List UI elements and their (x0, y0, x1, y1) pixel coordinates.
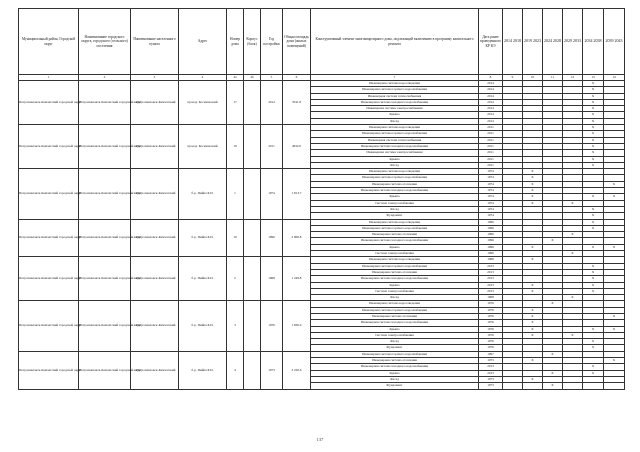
house-number-cell: 10 (227, 219, 244, 257)
address-cell: б-р. Пийпа Б.И. (179, 169, 227, 219)
prior-repair-date-cell: 2014 (479, 118, 503, 124)
period-mark-cell: X (583, 137, 604, 143)
build-year-cell: 1974 (261, 169, 283, 219)
district-cell: Петропавловск-Камчатский городской округ (19, 351, 79, 389)
element-cell: Фундамент (311, 383, 479, 389)
area-cell: 4932.0 (283, 125, 311, 169)
element-cell: Инженерная система холодного водоснабжения (311, 143, 479, 149)
area-cell: 1 830.0 (283, 301, 311, 351)
prior-repair-date-cell: 1996 (479, 232, 503, 238)
element-cell: Инженерная система горячего водоснабжения (311, 307, 479, 313)
element-cell: Фасад (311, 295, 479, 301)
element-cell: Крыша (311, 282, 479, 288)
build-year-cell: 1973 (261, 351, 283, 389)
element-cell: Инженерная система горячего водоснабжения (311, 351, 479, 357)
period-mark-cell: X (523, 282, 543, 288)
prior-repair-date-cell: 1974 (479, 206, 503, 212)
period-mark-cell: X (563, 332, 583, 338)
block-cell (244, 125, 261, 169)
prior-repair-date-cell: 2013 (479, 263, 503, 269)
element-cell: Фасад (311, 339, 479, 345)
element-cell: Инженерная система отопления (311, 313, 479, 319)
period-mark-cell: X (523, 244, 543, 250)
prior-repair-date-cell: 1968 (479, 257, 503, 263)
header-cell: Номер дома (227, 9, 244, 75)
block-cell (244, 301, 261, 351)
period-mark-cell: X (563, 295, 583, 301)
period-mark-cell: X (583, 345, 604, 351)
column-number: 2 (79, 75, 131, 81)
column-number: 4б (244, 75, 261, 81)
prior-repair-date-cell: 1997 (479, 351, 503, 357)
column-number: 14 (604, 75, 625, 81)
period-mark-cell: X (604, 313, 625, 319)
period-mark-cell: X (523, 313, 543, 319)
period-mark-cell: X (583, 326, 604, 332)
period-mark-cell: X (583, 194, 604, 200)
municipality-cell: Петропавловск-Камчатский городской округ (79, 169, 131, 219)
header-cell: Корпус (блок) (244, 9, 261, 75)
build-year-cell: 2011 (261, 125, 283, 169)
block-cell (244, 81, 261, 125)
prior-repair-date-cell: 2013 (479, 276, 503, 282)
element-cell: Фасад (311, 162, 479, 168)
header-cell: 2019 2023 (523, 9, 543, 75)
element-cell: Крыша (311, 244, 479, 250)
register-sheet (18, 8, 624, 432)
period-mark-cell: X (604, 194, 625, 200)
period-mark-cell: X (583, 125, 604, 131)
element-cell: Система электроснабжения (311, 288, 479, 294)
period-mark-cell: X (583, 150, 604, 156)
prior-repair-date-cell: 2011 (479, 162, 503, 168)
prior-repair-date-cell: 2013 (479, 288, 503, 294)
block-cell (244, 219, 261, 257)
block-cell (244, 257, 261, 301)
element-cell: Крыша (311, 194, 479, 200)
element-cell: Фундамент (311, 345, 479, 351)
prior-repair-date-cell: 2013 (479, 269, 503, 275)
locality-cell: г. Петропавловск-Камчатский (131, 125, 179, 169)
element-cell: Инженерная система горячего водоснабжения (311, 225, 479, 231)
prior-repair-date-cell: 2011 (479, 150, 503, 156)
prior-repair-date-cell: 1976 (479, 301, 503, 307)
address-cell: проезд. Космический (179, 125, 227, 169)
build-year-cell: 1996 (261, 219, 283, 257)
prior-repair-date-cell: 1996 (479, 251, 503, 257)
prior-repair-date-cell: 1976 (479, 332, 503, 338)
element-cell: Крыша (311, 112, 479, 118)
municipality-cell: Петропавловск-Камчатский городской округ (79, 219, 131, 257)
prior-repair-date-cell: 1996 (479, 244, 503, 250)
header-cell: Адрес (179, 9, 227, 75)
header-cell: Дата ранее проведенного КР КЭ (479, 9, 503, 75)
area-cell: 1 249.8 (283, 257, 311, 301)
period-mark-cell (604, 383, 625, 389)
prior-repair-date-cell: 2011 (479, 156, 503, 162)
element-cell: Фундамент (311, 213, 479, 219)
period-mark-cell: X (583, 206, 604, 212)
area-cell: 3 226.6 (283, 351, 311, 389)
element-cell: Фасад (311, 206, 479, 212)
column-number: 8 (479, 75, 503, 81)
prior-repair-date-cell: 1974 (479, 213, 503, 219)
table-body (19, 81, 625, 390)
header-cell: Общая площадь дома (жилых помещений) (283, 9, 311, 75)
period-mark-cell: X (583, 282, 604, 288)
prior-repair-date-cell: 1996 (479, 219, 503, 225)
period-mark-cell: X (604, 358, 625, 364)
element-cell: Инженерная система отопления (311, 181, 479, 187)
block-cell (244, 351, 261, 389)
district-cell: Петропавловск-Камчатский городской округ (19, 169, 79, 219)
locality-cell: г. Петропавловск-Камчатский (131, 301, 179, 351)
prior-repair-date-cell: 1973 (479, 376, 503, 382)
element-cell: Инженерная система водоотведения (311, 169, 479, 175)
municipality-cell: Петропавловск-Камчатский городской округ (79, 125, 131, 169)
period-mark-cell: X (583, 106, 604, 112)
element-cell: Инженерная система холодного водоснабжения (311, 364, 479, 370)
header-cell: Год постройки (261, 9, 283, 75)
block-cell (244, 169, 261, 219)
element-cell: Система электроснабжения (311, 200, 479, 206)
column-number: 6 (283, 75, 311, 81)
header-cell: Наименование городского округа, городского (сельского) поселения (79, 9, 131, 75)
build-year-cell: 1968 (261, 257, 283, 301)
district-cell: Петропавловск-Камчатский городской округ (19, 125, 79, 169)
period-mark-cell: X (543, 301, 563, 307)
element-cell: Инженерная система водоотведения (311, 257, 479, 263)
period-mark-cell: X (583, 276, 604, 282)
area-cell: 1 813.7 (283, 169, 311, 219)
house-number-cell: 3 (227, 301, 244, 351)
element-cell: Инженерная система отопления (311, 232, 479, 238)
locality-cell: г. Петропавловск-Камчатский (131, 169, 179, 219)
period-mark-cell: X (543, 383, 563, 389)
period-mark-cell: X (583, 156, 604, 162)
element-cell: Инженерная система электроснабжения (311, 150, 479, 156)
period-mark-cell: X (583, 143, 604, 149)
period-mark-cell: X (583, 219, 604, 225)
prior-repair-date-cell: 1976 (479, 345, 503, 351)
period-mark-cell: X (583, 99, 604, 105)
element-cell: Крыша (311, 156, 479, 162)
district-cell: Петропавловск-Камчатский городской округ (19, 301, 79, 351)
locality-cell: г. Петропавловск-Камчатский (131, 257, 179, 301)
address-cell: б-р. Пийпа Б.И. (179, 301, 227, 351)
area-cell: 3541.8 (283, 81, 311, 125)
element-cell: Инженерная система отопления (311, 269, 479, 275)
element-cell: Инженерная система холодного водоснабжения (311, 276, 479, 282)
element-cell: Инженерная система горячего водоснабжения (311, 263, 479, 269)
period-mark-cell (523, 383, 543, 389)
column-number: 4 (179, 75, 227, 81)
period-mark-cell: X (543, 238, 563, 244)
header-cell: 2014 2018 (503, 9, 523, 75)
element-cell: Инженерная система горячего водоснабжения (311, 175, 479, 181)
column-number: 10 (523, 75, 543, 81)
prior-repair-date-cell: 2011 (479, 125, 503, 131)
column-number: 1 (19, 75, 79, 81)
prior-repair-date-cell: 2014 (479, 99, 503, 105)
period-mark-cell: X (604, 181, 625, 187)
area-cell: 2 806.8 (283, 219, 311, 257)
district-cell: Петропавловск-Камчатский городской округ (19, 257, 79, 301)
prior-repair-date-cell: 2013 (479, 364, 503, 370)
column-number: 4а (227, 75, 244, 81)
period-mark-cell: X (523, 169, 543, 175)
prior-repair-date-cell: 1974 (479, 194, 503, 200)
period-mark-cell: X (583, 213, 604, 219)
period-mark-cell (583, 383, 604, 389)
header-cell: 2039 2043 (604, 9, 625, 75)
house-number-cell: 1 (227, 169, 244, 219)
prior-repair-date-cell: 1976 (479, 307, 503, 313)
element-cell: Инженерная система теплоснабжения (311, 137, 479, 143)
element-cell: Инженерная система отопления (311, 358, 479, 364)
build-year-cell: 1976 (261, 301, 283, 351)
period-mark-cell: X (563, 200, 583, 206)
house-number-cell: 17 (227, 81, 244, 125)
prior-repair-date-cell: 1968 (479, 295, 503, 301)
period-mark-cell: X (583, 81, 604, 87)
element-cell: Фасад (311, 376, 479, 382)
period-mark-cell: X (604, 244, 625, 250)
page-number: 137 (316, 437, 324, 442)
element-cell: Фасад (311, 118, 479, 124)
period-mark-cell: X (563, 251, 583, 257)
element-cell: Инженерная система электроснабжения (311, 106, 479, 112)
prior-repair-date-cell: 2011 (479, 131, 503, 137)
period-mark-cell: X (583, 162, 604, 168)
prior-repair-date-cell: 1996 (479, 225, 503, 231)
prior-repair-date-cell: 1974 (479, 181, 503, 187)
period-mark-cell: X (583, 339, 604, 345)
municipality-cell: Петропавловск-Камчатский городской округ (79, 351, 131, 389)
period-mark-cell: X (523, 320, 543, 326)
period-mark-cell: X (543, 351, 563, 357)
element-cell: Инженерная система теплоснабжения (311, 93, 479, 99)
element-cell: Инженерная система холодного водоснабжения (311, 320, 479, 326)
prior-repair-date-cell: 1976 (479, 326, 503, 332)
header-cell: 2034 2038 (583, 9, 604, 75)
period-mark-cell: X (583, 288, 604, 294)
element-cell: Инженерная система холодного водоснабжения (311, 238, 479, 244)
element-cell: Крыша (311, 370, 479, 376)
period-mark-cell: X (583, 118, 604, 124)
build-year-cell: 2014 (261, 81, 283, 125)
address-cell: проезд. Космический (179, 81, 227, 125)
period-mark-cell: X (583, 364, 604, 370)
header-cell: Наименование населенного пункта (131, 9, 179, 75)
prior-repair-date-cell: 1974 (479, 175, 503, 181)
prior-repair-date-cell: 1976 (479, 320, 503, 326)
header-cell: 2024 2028 (543, 9, 563, 75)
period-mark-cell: X (523, 181, 543, 187)
period-mark-cell: X (583, 370, 604, 376)
element-cell: Инженерная система водоотведения (311, 81, 479, 87)
column-number: 13 (583, 75, 604, 81)
prior-repair-date-cell: 1976 (479, 339, 503, 345)
period-mark-cell: X (543, 370, 563, 376)
prior-repair-date-cell: 2014 (479, 112, 503, 118)
address-cell: б-р. Пийпа Б.И. (179, 257, 227, 301)
locality-cell: г. Петропавловск-Камчатский (131, 81, 179, 125)
header-cell: 2029 2033 (563, 9, 583, 75)
prior-repair-date-cell: 1973 (479, 358, 503, 364)
element-cell: Крыша (311, 326, 479, 332)
period-mark-cell: X (523, 332, 543, 338)
element-cell: Инженерная система водоотведения (311, 125, 479, 131)
prior-repair-date-cell: 2014 (479, 93, 503, 99)
prior-repair-date-cell: 2014 (479, 81, 503, 87)
column-number: 9 (503, 75, 523, 81)
element-cell: Инженерная система водоотведения (311, 219, 479, 225)
element-cell: Система электроснабжения (311, 251, 479, 257)
prior-repair-date-cell: 1996 (479, 238, 503, 244)
header-row (19, 9, 625, 75)
prior-repair-date-cell: 1976 (479, 313, 503, 319)
period-mark-cell: X (583, 269, 604, 275)
repair-program-table (18, 8, 625, 390)
address-cell: б-р. Пийпа Б.И. (179, 219, 227, 257)
prior-repair-date-cell: 1974 (479, 200, 503, 206)
element-cell: Инженерная система горячего водоснабжения (311, 131, 479, 137)
municipality-cell: Петропавловск-Камчатский городской округ (79, 81, 131, 125)
header-cell: Конструктивный элемент многоквартирного дома, подлежащий включению в программу капитального ремонта (311, 9, 479, 75)
period-mark-cell (503, 383, 523, 389)
period-mark-cell: X (583, 131, 604, 137)
period-mark-cell: X (523, 257, 543, 263)
municipality-cell: Петропавловск-Камчатский городской округ (79, 301, 131, 351)
prior-repair-date-cell: 1973 (479, 383, 503, 389)
period-mark-cell: X (523, 288, 543, 294)
house-number-cell: 19 (227, 125, 244, 169)
period-mark-cell: X (523, 358, 543, 364)
element-cell: Инженерная система холодного водоснабжения (311, 188, 479, 194)
element-cell: Инженерная система водоотведения (311, 301, 479, 307)
period-mark-cell: X (583, 263, 604, 269)
period-mark-cell: X (563, 232, 583, 238)
period-mark-cell (563, 383, 583, 389)
period-mark-cell: X (583, 244, 604, 250)
prior-repair-date-cell: 1974 (479, 169, 503, 175)
prior-repair-date-cell: 2014 (479, 87, 503, 93)
prior-repair-date-cell: 2013 (479, 282, 503, 288)
prior-repair-date-cell: 2011 (479, 143, 503, 149)
period-mark-cell: X (523, 376, 543, 382)
prior-repair-date-cell: 2014 (479, 106, 503, 112)
period-mark-cell: X (583, 225, 604, 231)
period-mark-cell: X (583, 87, 604, 93)
municipality-cell: Петропавловск-Камчатский городской округ (79, 257, 131, 301)
header-cell: Муниципальный район, Городской округ (19, 9, 79, 75)
period-mark-cell: X (604, 326, 625, 332)
prior-repair-date-cell: 2011 (479, 137, 503, 143)
column-number: 3 (131, 75, 179, 81)
house-number-cell: 2 (227, 257, 244, 301)
prior-repair-date-cell: 1974 (479, 188, 503, 194)
period-mark-cell: X (523, 175, 543, 181)
period-mark-cell: X (583, 93, 604, 99)
district-cell: Петропавловск-Камчатский городской округ (19, 219, 79, 257)
house-number-cell: 4 (227, 351, 244, 389)
address-cell: б-р. Пийпа Б.И. (179, 351, 227, 389)
period-mark-cell: X (523, 307, 543, 313)
period-mark-cell: X (523, 200, 543, 206)
locality-cell: г. Петропавловск-Камчатский (131, 219, 179, 257)
column-number: 11 (543, 75, 563, 81)
element-cell: Инженерная система холодного водоснабжения (311, 99, 479, 105)
period-mark-cell: X (583, 112, 604, 118)
column-number: 7 (311, 75, 479, 81)
period-mark-cell: X (523, 326, 543, 332)
period-mark-cell: X (523, 188, 543, 194)
locality-cell: г. Петропавловск-Камчатский (131, 351, 179, 389)
element-cell: Система электроснабжения (311, 332, 479, 338)
prior-repair-date-cell: 2013 (479, 370, 503, 376)
column-number: 5 (261, 75, 283, 81)
period-mark-cell: X (523, 194, 543, 200)
district-cell: Петропавловск-Камчатский городской округ (19, 81, 79, 125)
column-number: 12 (563, 75, 583, 81)
element-cell: Инженерная система горячего водоснабжения (311, 87, 479, 93)
